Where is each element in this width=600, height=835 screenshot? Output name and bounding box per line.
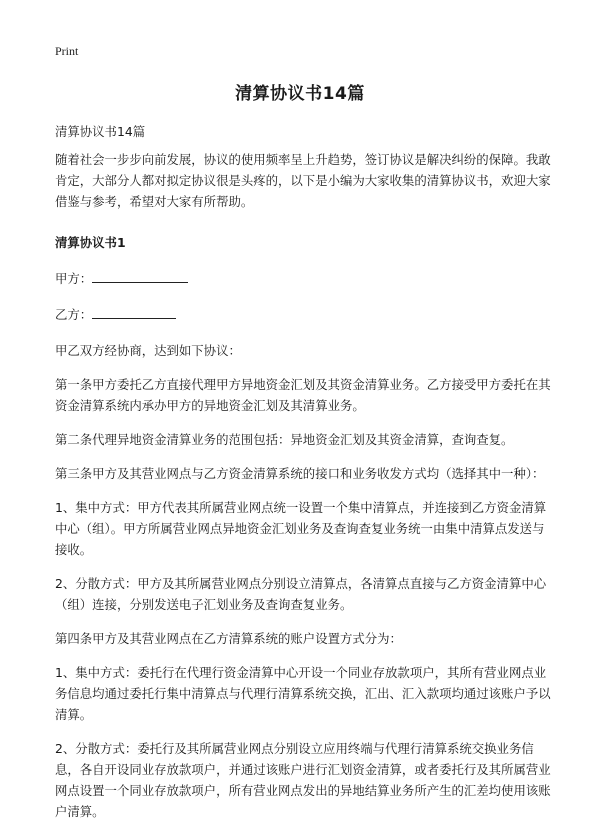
article-1: 第一条甲方委托乙方直接代理甲方异地资金汇划及其资金清算业务。乙方接受甲方委托在其资金清算系统内承办甲方的异地资金汇划及其清算业务。	[55, 377, 551, 413]
party-a-row	[55, 268, 555, 289]
article-3: 第三条甲方及其营业网点与乙方资金清算系统的接口和业务收发方式均（选择其中一种）：	[55, 466, 545, 481]
article-4-option-2: 2、分散方式：委托行及其所属营业网点分别设立应用终端与代理行清算系统交换业务信息，各自开设同业存放款项户，并通过该账户进行汇划资金清算，或者委托行及其所属营业网点设置一个同业存放款项户，所有营业网点发出的异地结算业务所产生的汇差均使用该账户清算。	[55, 741, 551, 819]
article-4: 第四条甲方及其营业网点在乙方清算系统的账户设置方式分为：	[55, 631, 402, 646]
agreement-intro: 甲乙双方经协商，达到如下协议：	[55, 343, 241, 358]
article-4-option-1: 1、集中方式：委托行在代理行资金清算中心开设一个同业存放款项户，其所有营业网点业务信息均通过委托行集中清算点与代理行清算系统交换，汇出、汇入款项均通过该账户予以清算。	[55, 665, 551, 722]
article-3-option-1: 1、集中方式：甲方代表其所属营业网点统一设置一个集中清算点，并连接到乙方资金清算中心（组）。甲方所属营业网点异地资金汇划业务及查询查复业务统一由集中清算点发送与接收。	[55, 500, 547, 557]
section-heading: 清算协议书1	[55, 235, 126, 250]
print-link[interactable]: Print	[55, 44, 79, 58]
party-b-blank-line	[92, 305, 176, 319]
document-subtitle: 清算协议书14篇	[55, 124, 146, 139]
document-title: 清算协议书14篇	[235, 84, 365, 104]
party-a-label: 甲方：	[55, 271, 93, 286]
document-body	[55, 121, 555, 835]
article-3-option-2: 2、分散方式：甲方及其所属营业网点分别设立清算点，各清算点直接与乙方资金清算中心（组）连接，分别发送电子汇划业务及查询查复业务。	[55, 576, 547, 612]
party-b-label: 乙方：	[55, 307, 93, 322]
article-2: 第二条代理异地资金清算业务的范围包括：异地资金汇划及其资金清算，查询查复。	[55, 432, 514, 447]
party-a-blank-line	[92, 269, 188, 283]
intro-paragraph: 随着社会一步步向前发展，协议的使用频率呈上升趋势，签订协议是解决纠纷的保障。我敢肯定，大部分人都对拟定协议很是头疼的，以下是小编为大家收集的清算协议书，欢迎大家借鉴与参考，希望对大家有所帮助。	[55, 152, 551, 209]
party-b-row	[55, 304, 555, 325]
